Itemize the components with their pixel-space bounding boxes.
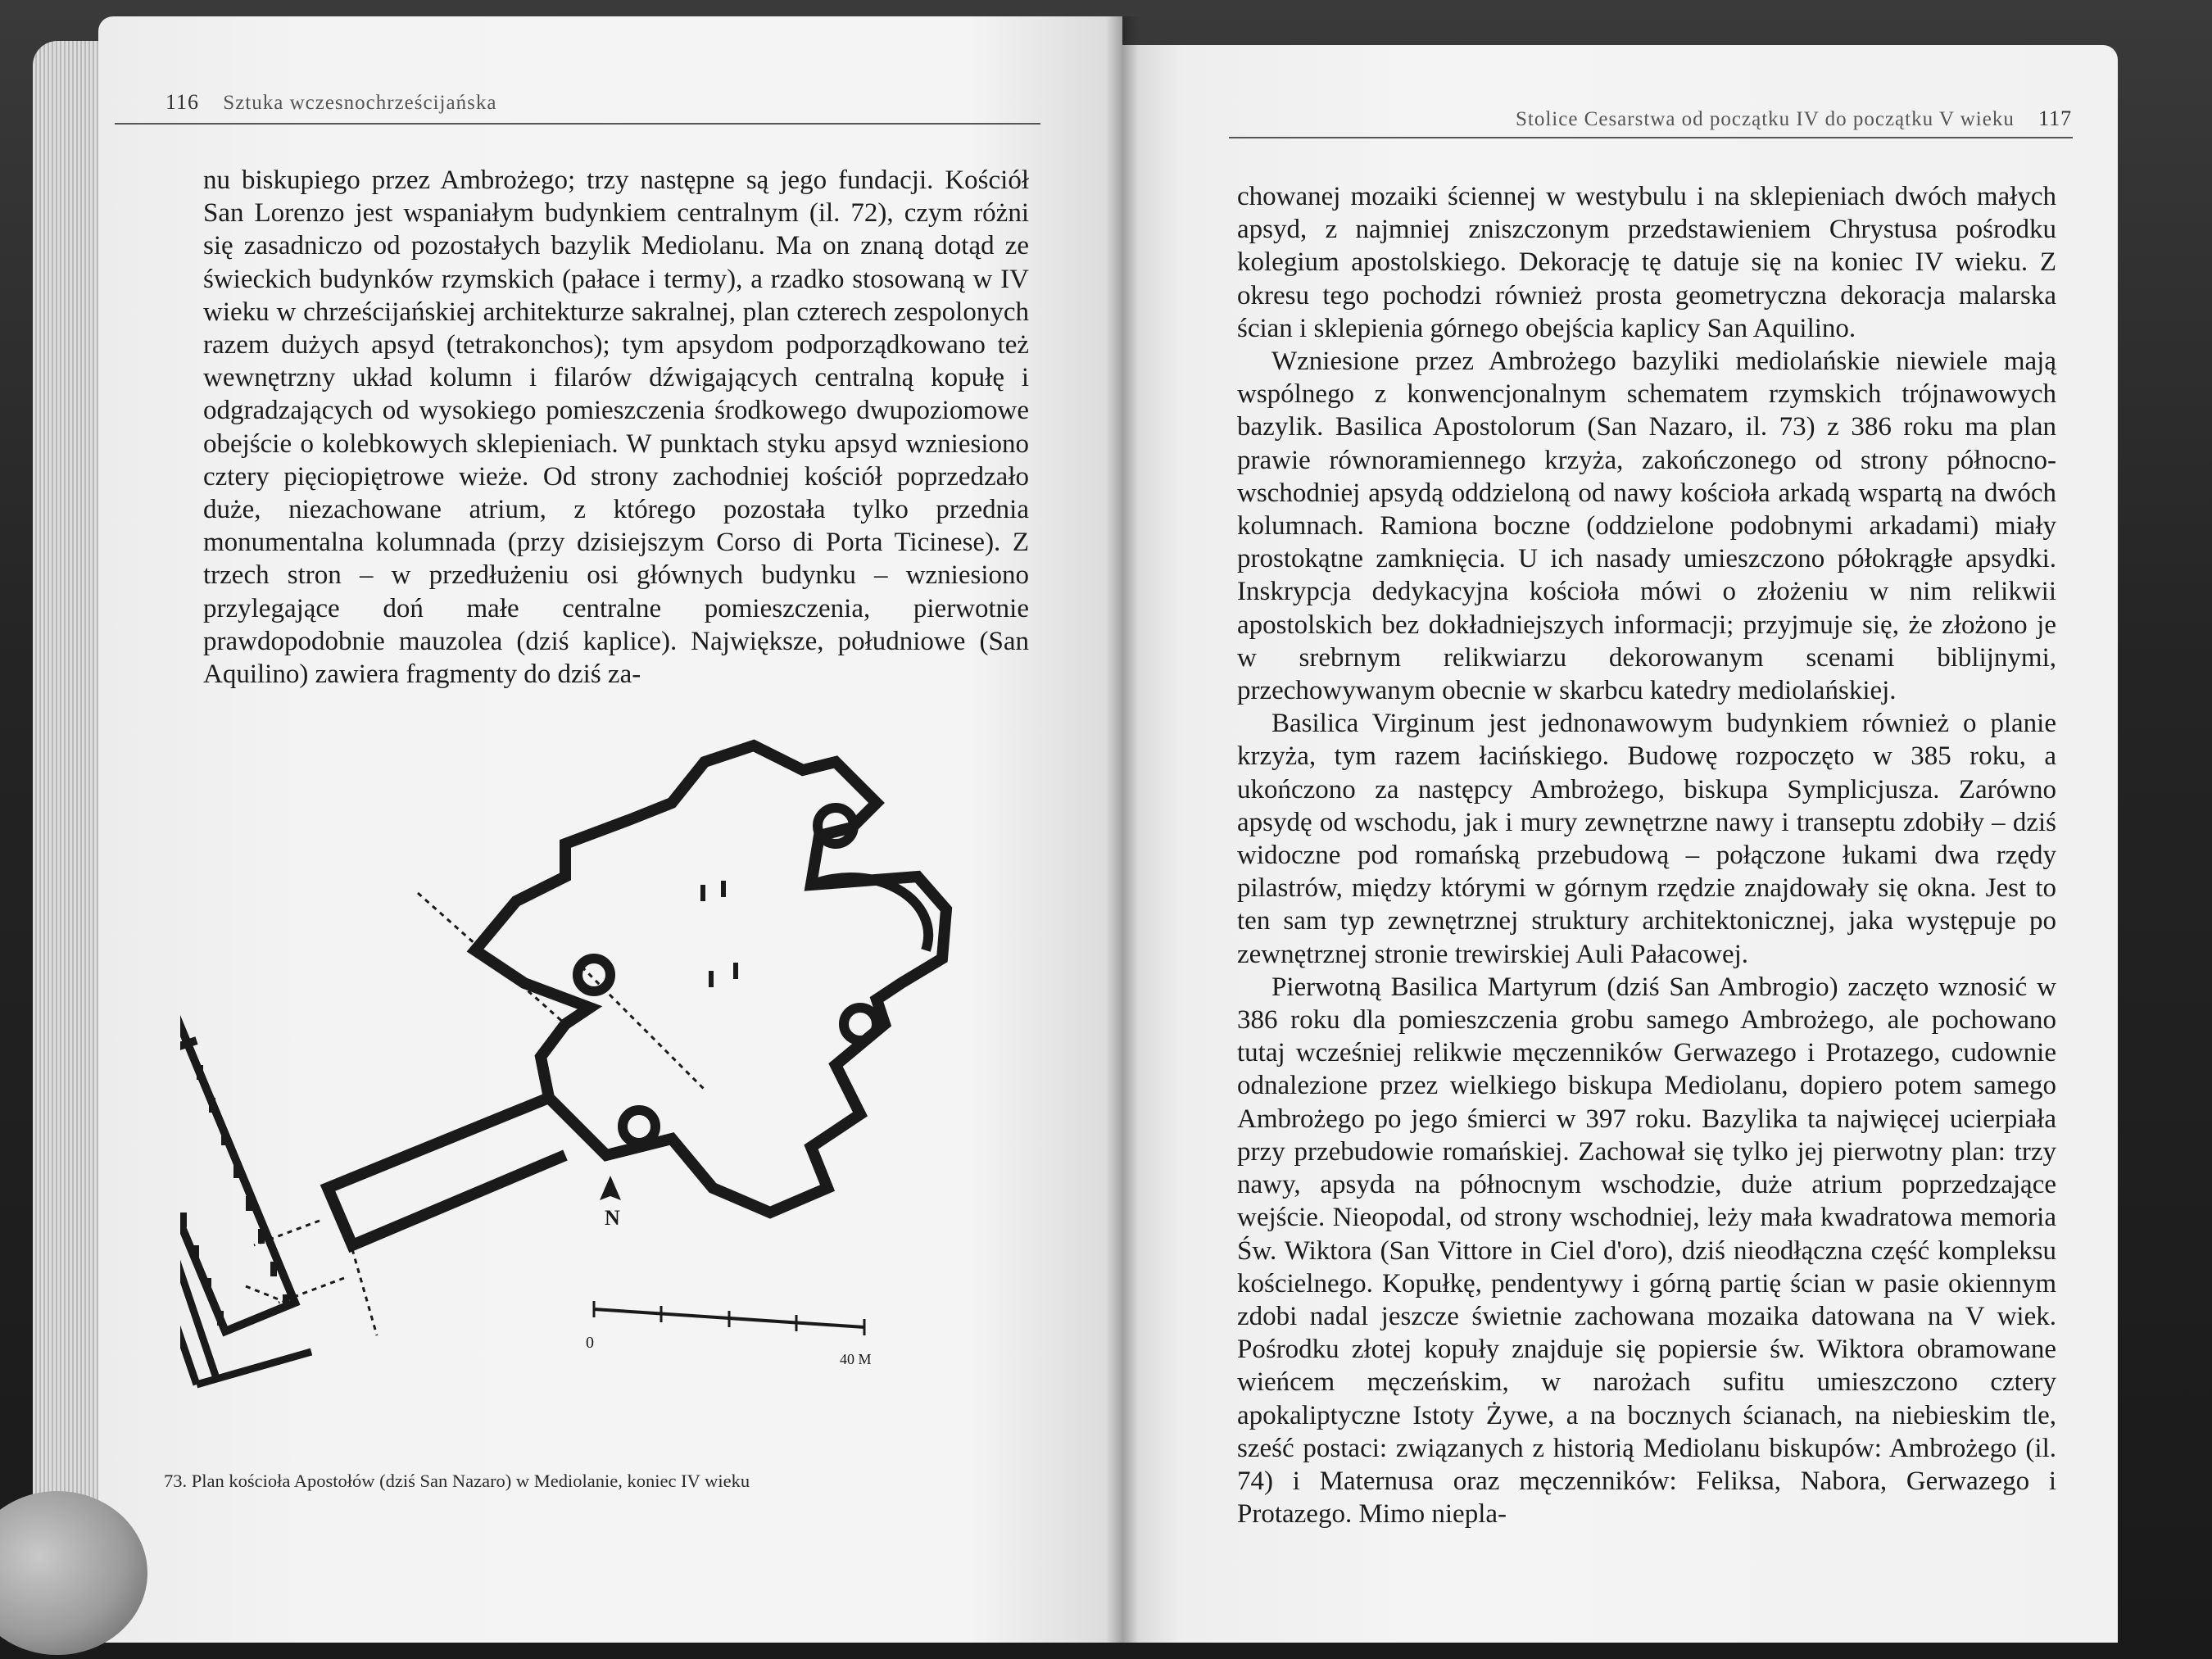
right-page <box>1122 45 2118 1643</box>
scale-start-label: 0 <box>586 1334 594 1352</box>
north-label: N <box>605 1206 620 1230</box>
scale-end-label: 40 M <box>840 1351 872 1367</box>
right-paragraph-1: chowanej mozaiki ściennej w westybulu i na sklepieniach dwóch małych apsyd, z najmniej zniszczonym przedstawieniem Chrystusa pośrodku kolegium apostolskiego. Dekorację tę datuje się na koniec IV wieku. Z okresu tego pochodzi również prosta geometryczna dekoracja malarska ścian i sklepienia górnego obejścia kaplicy San Aquilino. <box>1237 182 2056 343</box>
left-paragraph: nu biskupiego przez Ambrożego; trzy następne są jego fundacji. Kościół San Lorenzo jest wspaniałym budynkiem centralnym (il. 72), czym różni się zasadniczo od pozostałych bazylik Mediolanu. Ma on znaną dotąd ze świeckich budynków rzymskich (pałace i termy), a rzadko stosowaną w IV wieku w chrześcijańskiej architekturze sakralnej, plan czterech zespolonych razem dużych apsyd (tetrakonchos); tym apsydom podporządkowano też wewnętrzny układ kolumn i filarów dźwigających centralną kopułę i odgradzających od wysokiego pomieszczenia środkowego dwupoziomowe obejście o kolebkowych sklepieniach. W punktach styku apsyd wzniesiono cztery pięciopiętrowe wieże. Od strony zachodniej kościół poprzedzało duże, niezachowane atrium, z którego pozostała tylko przednia monumentalna kolumnada (przy dzisiejszym Corso di Porta Ticinese). Z trzech stron – w przedłużeniu osi głównych budynku – wzniesiono przylegające doń małe centralne pomieszczenia, pierwotnie prawdopodobnie mauzolea (dziś kaplice). Największe, południowe (San Aquilino) zawiera fragmenty do dziś za- <box>203 165 1029 690</box>
colonnade-piers <box>180 1065 289 1326</box>
left-body-text <box>203 164 1029 691</box>
interior-columns <box>700 881 738 987</box>
right-header-rule <box>1229 137 2073 138</box>
right-paragraph-3: Basilica Virginum jest jednonawowym budynkiem również o planie krzyża, tym razem łacińskiego. Budowę rozpoczęto w 385 roku, a ukończono za następcy Ambrożego, biskupa Symplicjusza. Zarówno apsydę od wschodu, jak i mury zewnętrzne nawy i transeptu zdobiły – dziś widoczne pod romańską przebudową – połączone łukami dwa rzędy pilastrów, między którymi w górnym rzędzie znajdowały się okna. Jest to ten sam typ zewnętrznej struktury architektonicznej, jaka występuje po zewnętrznej stronie trewirskiej Auli Pałacowej. <box>1237 709 2056 969</box>
left-header-rule <box>115 123 1040 125</box>
scale-bar <box>594 1301 864 1335</box>
right-body-text <box>1237 180 2056 1530</box>
north-arrow-icon <box>600 1176 621 1230</box>
left-running-head <box>165 90 496 115</box>
apse-curve <box>578 808 928 1143</box>
book-gutter-shadow <box>1106 16 1139 1643</box>
right-running-head <box>1516 107 2072 131</box>
right-page-number: 117 <box>2038 107 2073 130</box>
figure-caption: 73. Plan kościoła Apostołów (dziś San Nazaro) w Mediolanie, koniec IV wieku <box>164 1471 750 1491</box>
atrium-outer-walls <box>180 1040 311 1385</box>
nave-arm <box>328 1098 565 1245</box>
left-running-title: Sztuka wczesnochrześcijańska <box>223 92 497 114</box>
left-page-number: 116 <box>165 90 200 114</box>
right-running-title: Stolice Cesarstwa od początku IV do początku V wieku <box>1516 108 2015 130</box>
church-floor-plan-figure <box>180 713 1016 1434</box>
right-paragraph-4: Pierwotną Basilica Martyrum (dziś San Ambrogio) zaczęto wznosić w 386 roku dla pomieszczenia grobu samego Ambrożego, ale pochowano tutaj wcześniej relikwie męczenników Gerwazego i Protazego, cudownie odnalezione przez wielkiego biskupa Mediolanu, dopiero potem samego Ambrożego po jego śmierci w 397 roku. Bazylika ta najwięcej ucierpiała przy przebudowie romańskiej. Zachował się tylko jej pierwotny plan: trzy nawy, apsyda na północnym wschodzie, duże atrium poprzedzające wejście. Nieopodal, od strony wschodniej, leży mała kwadratowa memoria Św. Wiktora (San Vittore in Ciel d'oro), dziś nieodłączna część kompleksu kościelnego. Kopułkę, pendentywy i górną partię ścian w pasie okiennym zdobi nadal jeszcze świetnie zachowana mozaika datowana na V wiek. Pośrodku złotej kopuły znajduje się popiersie św. Wiktora obramowane wieńcem męczeńskim, w narożach sufitu umieszczono cztery apokaliptyczne Istoty Żywe, a na bocznych ścianach, na niebieskim tle, sześć postaci: związanych z historią Mediolanu biskupów: Ambrożego (il. 74) i Maternusa oraz męczenników: Feliksa, Nabora, Gerwazego i Protazego. Mimo niepla- <box>1237 972 2056 1530</box>
right-paragraph-2: Wzniesione przez Ambrożego bazyliki mediolańskie niewiele mają wspólnego z konwencjonalnym schematem rzymskich trójnawowych bazylik. Basilica Apostolorum (San Nazaro, il. 73) z 386 roku ma plan prawie równoramiennego krzyża, zakończonego od strony północno-wschodniej apsydą oddzieloną od nawy kościoła arkadą wspartą na dwóch kolumnach. Ramiona boczne (oddzielone podobnymi arkadami) miały prostokątne zamknięcia. U ich nasady umieszczono półokrągłe apsydki. Inskrypcja dedykacyjna kościoła mówi o złożeniu w nim relikwii apostolskich bez dokładniejszych informacji; przyjmuje się, że złożono je w srebrnym relikwiarzu dekorowanym scenami biblijnymi, przechowywanym obecnie w skarbcu katedry mediolańskiej. <box>1237 347 2056 706</box>
